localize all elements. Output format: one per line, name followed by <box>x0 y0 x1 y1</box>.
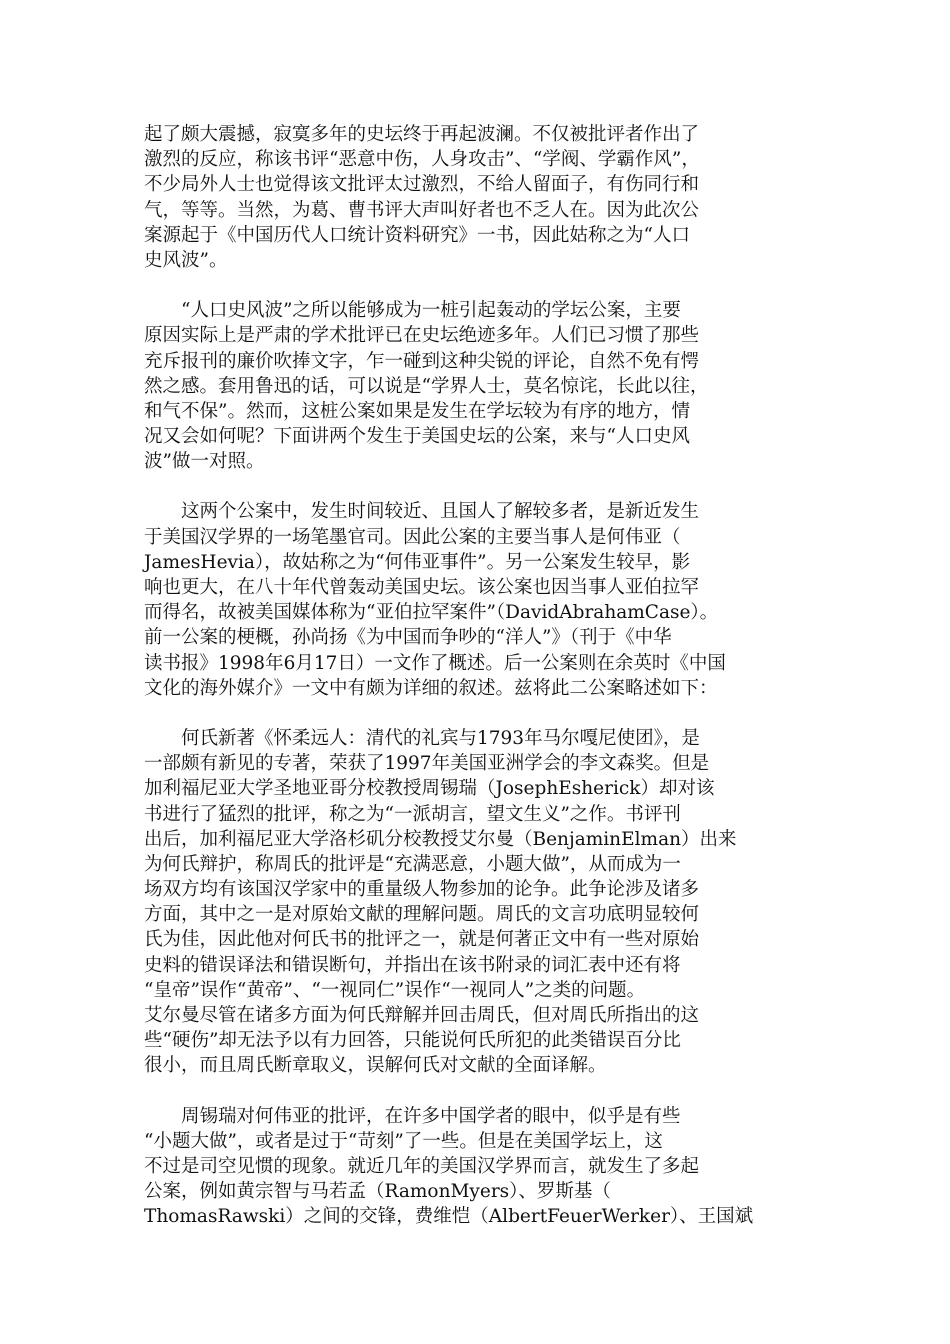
text-line: 原因实际上是严肃的学术批评已在史坛绝迹多年。人们已习惯了那些 <box>144 325 700 347</box>
text-line: 和气不保”。然而，这桩公案如果是发生在学坛较为有序的地方，情 <box>144 400 690 422</box>
text-line: 案源起于《中国历代人口统计资料研究》一书，因此姑称之为“人口 <box>144 224 690 246</box>
text-line: JamesHevia），故姑称之为“何伟亚事件”。另一公案发生较早，影 <box>144 551 691 573</box>
text-line: 史风波”。 <box>144 249 228 271</box>
text-line: 艾尔曼尽管在诸多方面为何氏辩解并回击周氏，但对周氏所指出的这 <box>144 1005 700 1026</box>
text-line: 响也更大，在八十年代曾轰动美国史坛。该公案也因当事人亚伯拉罕 <box>144 577 700 598</box>
text-line: 何氏新著《怀柔远人：清代的礼宾与1793年马尔嘎尼使团》，是 <box>181 727 700 749</box>
paragraph-3 <box>144 499 764 701</box>
text-line: 书进行了猛烈的批评，称之为“一派胡言，望文生义”之作。书评刊 <box>144 803 681 825</box>
text-line: 周锡瑞对何伟亚的批评，在许多中国学者的眼中，似乎是有些 <box>181 1105 681 1127</box>
text-line: 不过是司空见惯的现象。就近几年的美国汉学界而言，就发生了多起 <box>144 1155 700 1177</box>
text-line: 况又会如何呢？下面讲两个发生于美国史坛的公案，来与“人口史风 <box>144 426 690 448</box>
text-line: 读书报》1998年6月17日）一文作了概述。后一公案则在余英时《中国 <box>144 652 726 674</box>
paragraph-2 <box>144 298 764 474</box>
text-line: 出后，加利福尼亚大学洛杉矶分校教授艾尔曼（BenjaminElman）出来 <box>144 828 737 850</box>
text-line: 气，等等。当然，为葛、曹书评大声叫好者也不乏人在。因为此次公 <box>144 199 700 221</box>
text-line: “小题大做”，或者是过于“苛刻”了一些。但是在美国学坛上，这 <box>144 1130 663 1152</box>
text-line: 一部颇有新见的专著，荣获了1997年美国亚洲学会的李文森奖。但是 <box>144 753 710 775</box>
text-line: 场双方均有该国汉学家中的重量级人物参加的论争。此争论涉及诸多 <box>144 879 700 901</box>
text-line: 充斥报刊的廉价吹捧文字，乍一碰到这种尖锐的评论，自然不免有愕 <box>144 350 700 372</box>
text-line: 方面，其中之一是对原始文献的理解问题。周氏的文言功底明显较何 <box>144 904 700 926</box>
text-line: 不少局外人士也觉得该文批评太过激烈，不给人留面子，有伤同行和 <box>144 174 700 196</box>
text-line: 史料的错误译法和错误断句，并指出在该书附录的词汇表中还有将 <box>144 954 681 976</box>
article-body <box>144 122 764 1255</box>
text-line: 氏为佳，因此他对何氏书的批评之一，就是何著正文中有一些对原始 <box>144 929 700 951</box>
text-line: “皇帝”误作“黄帝”、“一视同仁”误作“一视同人”之类的问题。 <box>144 979 646 1001</box>
text-line: 为何氏辩护，称周氏的批评是“充满恶意，小题大做”，从而成为一 <box>144 853 681 875</box>
text-line: 些“硬伤”却无法予以有力回答，只能说何氏所犯的此类错误百分比 <box>144 1030 681 1052</box>
text-line: 于美国汉学界的一场笔墨官司。因此公案的主要当事人是何伟亚（ <box>144 526 681 548</box>
text-line: 加利福尼亚大学圣地亚哥分校教授周锡瑞（JosephEsherick）却对该 <box>144 778 715 800</box>
text-line: 激烈的反应，称该书评“恶意中伤，人身攻击”、“学阀、学霸作风”， <box>144 149 700 171</box>
paragraph-4 <box>144 726 764 1079</box>
text-line: 很小，而且周氏断章取义，误解何氏对文献的全面译解。 <box>144 1055 607 1077</box>
text-line: 这两个公案中，发生时间较近、且国人了解较多者，是新近发生 <box>181 501 700 523</box>
paragraph-1 <box>144 122 764 273</box>
text-line: 然之感。套用鲁迅的话，可以说是“学界人士，莫名惊诧，长此以往， <box>144 375 709 397</box>
text-line: 公案，例如黄宗智与马若孟（RamonMyers）、罗斯基（ <box>144 1181 611 1203</box>
text-line: 而得名，故被美国媒体称为“亚伯拉罕案件”（DavidAbrahamCase）。 <box>144 602 719 624</box>
text-line: ThomasRawski）之间的交锋，费维恺（AlbertFeuerWerker）、王国斌 <box>144 1206 754 1228</box>
text-line: “人口史风波”之所以能够成为一桩引起轰动的学坛公案，主要 <box>181 300 681 322</box>
text-line: 起了颇大震撼，寂寞多年的史坛终于再起波澜。不仅被批评者作出了 <box>144 124 700 145</box>
text-line: 文化的海外媒介》一文中有颇为详细的叙述。兹将此二公案略述如下： <box>144 677 718 699</box>
text-line: 波”做一对照。 <box>144 451 265 473</box>
text-line: 前一公案的梗概，孙尚扬《为中国而争吵的“洋人”》（刊于《中华 <box>144 627 672 649</box>
paragraph-5 <box>144 1104 764 1230</box>
